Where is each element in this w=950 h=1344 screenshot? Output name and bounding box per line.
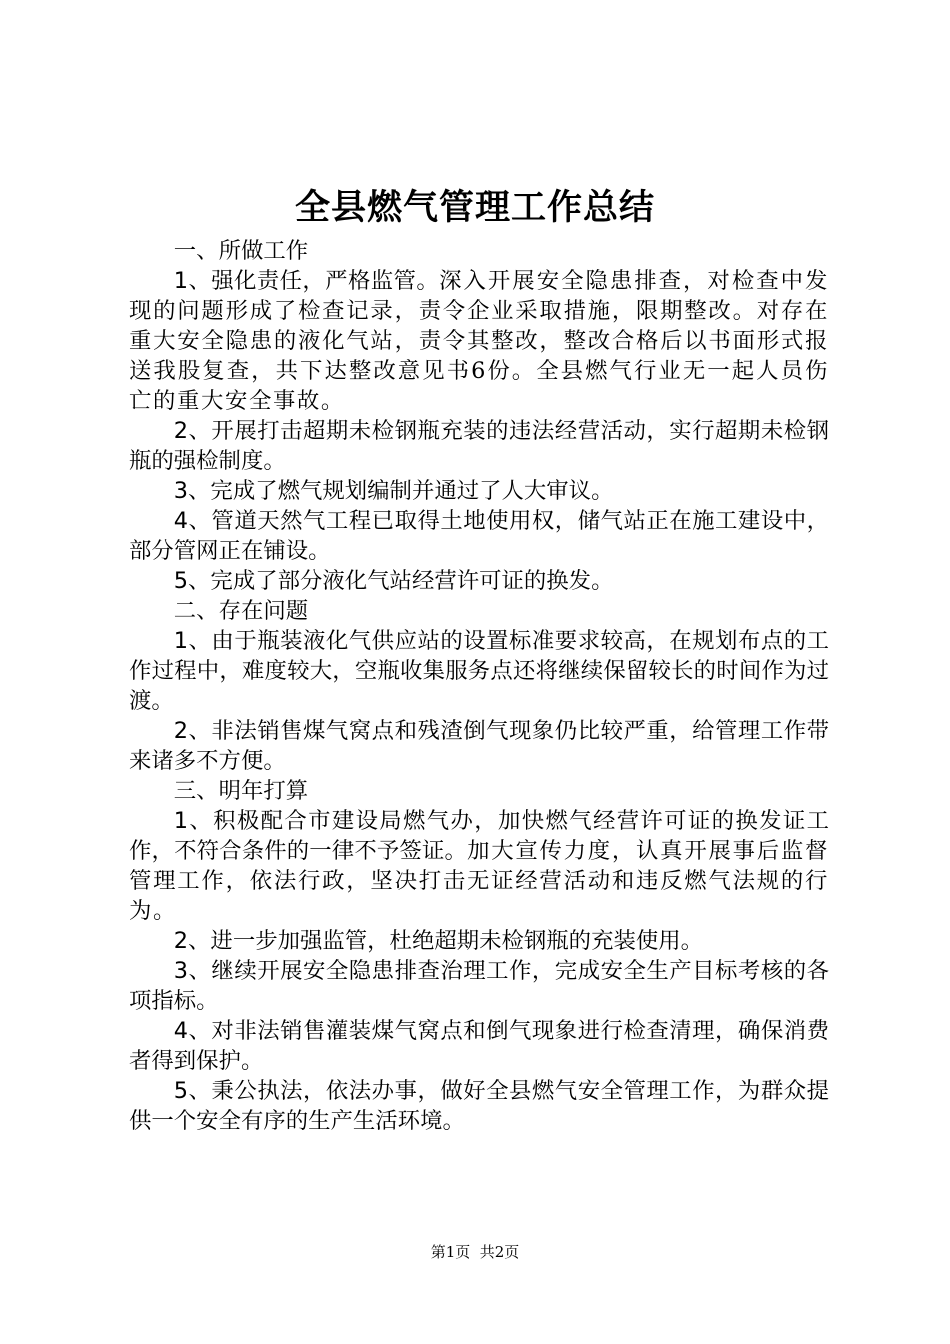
page-footer xyxy=(0,1242,950,1262)
paragraph: 1、积极配合市建设局燃气办，加快燃气经营许可证的换发证工作，不符合条件的一律不予签证。加大宣传力度，认真开展事后监督管理工作，依法行政，坚决打击无证经营活动和违反燃气法规的行为。 xyxy=(129,808,830,924)
section-heading: 一、所做工作 xyxy=(173,238,309,264)
page-number: 第1页 共2页 xyxy=(430,1243,520,1261)
paragraph: 4、管道天然气工程已取得土地使用权，储气站正在施工建设中，部分管网正在铺设。 xyxy=(129,508,829,564)
paragraph: 2、开展打击超期未检钢瓶充装的违法经营活动，实行超期未检钢瓶的强检制度。 xyxy=(129,418,829,474)
paragraph: 3、完成了燃气规划编制并通过了人大审议。 xyxy=(173,478,614,504)
paragraph: 3、继续开展安全隐患排查治理工作，完成安全生产目标考核的各项指标。 xyxy=(129,958,829,1014)
paragraph: 4、对非法销售灌装煤气窝点和倒气现象进行检查清理，确保消费者得到保护。 xyxy=(129,1018,829,1074)
document-title: 全县燃气管理工作总结 xyxy=(294,188,655,228)
paragraph: 5、秉公执法，依法办事，做好全县燃气安全管理工作，为群众提供一个安全有序的生产生活环境。 xyxy=(129,1078,829,1134)
paragraph: 2、非法销售煤气窝点和残渣倒气现象仍比较严重，给管理工作带来诸多不方便。 xyxy=(129,718,829,774)
section-heading: 三、明年打算 xyxy=(173,778,309,804)
document-body xyxy=(129,236,829,1136)
paragraph: 1、由于瓶装液化气供应站的设置标准要求较高，在规划布点的工作过程中，难度较大，空瓶收集服务点还将继续保留较长的时间作为过渡。 xyxy=(129,628,829,714)
paragraph: 5、完成了部分液化气站经营许可证的换发。 xyxy=(173,568,614,594)
paragraph: 1、强化责任，严格监管。深入开展安全隐患排查，对检查中发现的问题形成了检查记录，责令企业采取措施，限期整改。对存在重大安全隐患的液化气站，责令其整改，整改合格后以书面形式报送我股复查，共下达整改意见书6份。全县燃气行业无一起人员伤亡的重大安全事故。 xyxy=(129,268,829,414)
paragraph: 2、进一步加强监管，杜绝超期未检钢瓶的充装使用。 xyxy=(173,928,704,954)
section-heading: 二、存在问题 xyxy=(173,598,309,624)
